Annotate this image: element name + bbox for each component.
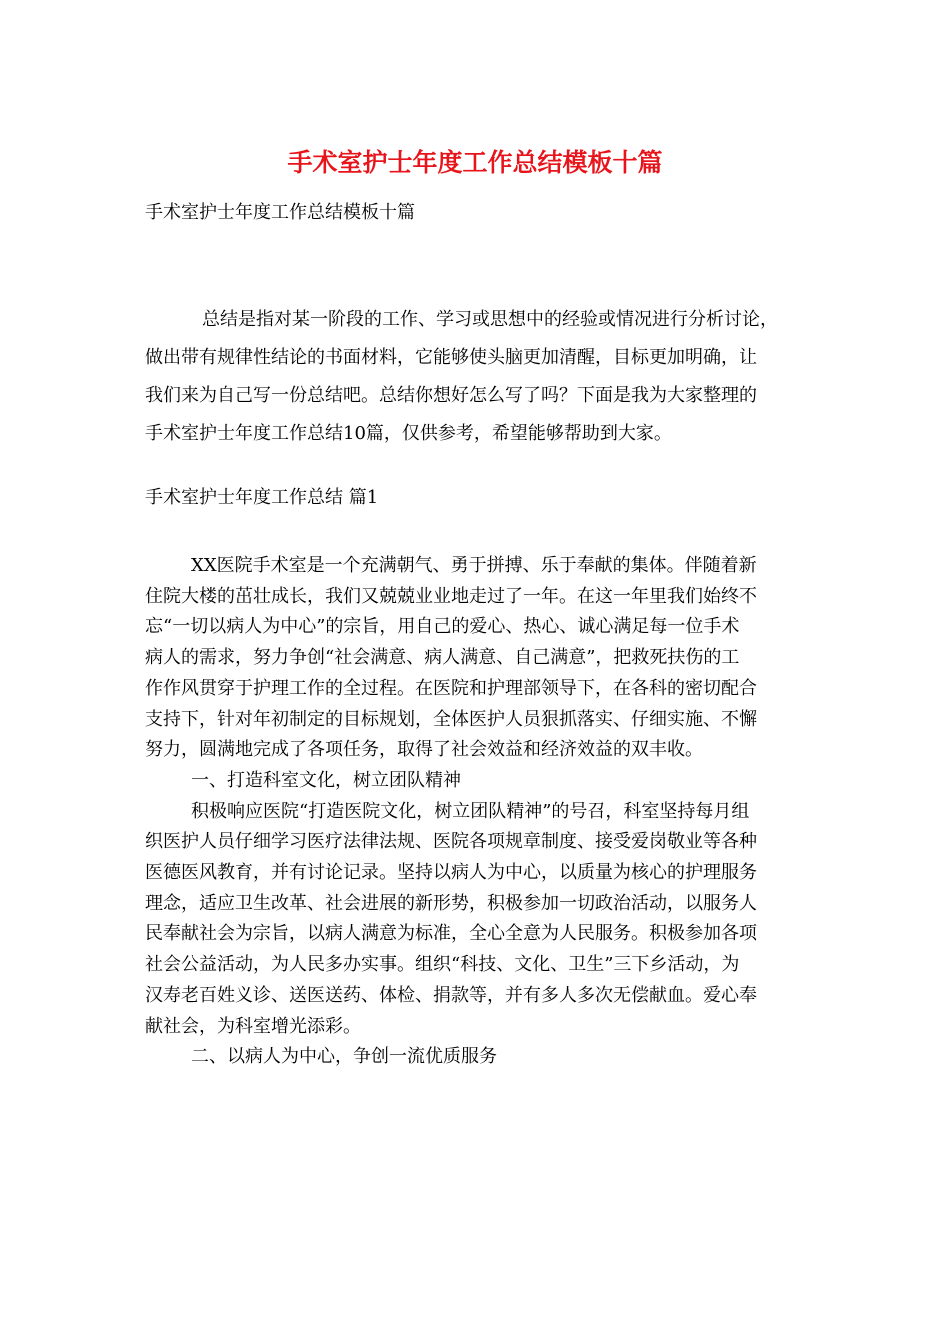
paragraph-line: 住院大楼的茁壮成长，我们又兢兢业业地走过了一年。在这一年里我们始终不 [145,585,757,607]
paragraph-line: 积极响应医院“打造医院文化，树立团队精神”的号召，科室坚持每月组 [191,800,750,822]
subheading-two: 二、以病人为中心，争创一流优质服务 [191,1046,497,1068]
paragraph-line: 理念，适应卫生改革、社会进展的新形势，积极参加一切政治活动，以服务人 [145,892,757,914]
intro-line: 总结是指对某一阶段的工作、学习或思想中的经验或情况进行分析讨论， [202,309,778,330]
section-heading: 手术室护士年度工作总结 篇1 [145,487,379,508]
paragraph-line: XX医院手术室是一个充满朝气、勇于拼搏、乐于奉献的集体。伴随着新 [191,555,757,576]
subheading-one: 一、打造科室文化，树立团队精神 [191,769,461,791]
document-title: 手术室护士年度工作总结模板十篇 [287,148,663,177]
paragraph-line: 社会公益活动，为人民多办实事。组织“科技、文化、卫生”三下乡活动，为 [145,954,740,976]
paragraph-line: 医德医风教育，并有讨论记录。坚持以病人为中心，以质量为核心的护理服务 [145,862,757,884]
intro-line: 手术室护士年度工作总结10篇，仅供参考，希望能够帮助到大家。 [145,423,672,444]
paragraph-line: 忘“一切以病人为中心”的宗旨，用自己的爱心、热心、诚心满足每一位手术 [145,616,740,638]
paragraph-line: 作作风贯穿于护理工作的全过程。在医院和护理部领导下，在各科的密切配合 [145,677,757,699]
paragraph-line: 汉寿老百姓义诊、送医送药、体检、捐款等，并有多人多次无偿献血。爱心奉 [145,984,757,1006]
paragraph-line: 民奉献社会为宗旨，以病人满意为标准，全心全意为人民服务。积极参加各项 [145,923,757,945]
intro-line: 做出带有规律性结论的书面材料，它能够使头脑更加清醒，目标更加明确，让 [145,347,757,368]
intro-paragraph [145,301,815,453]
intro-line: 我们来为自己写一份总结吧。总结你想好怎么写了吗？下面是我为大家整理的 [145,385,757,406]
section-body [145,551,815,1073]
document-subtitle: 手术室护士年度工作总结模板十篇 [145,202,415,223]
paragraph-line: 织医护人员仔细学习医疗法律法规、医院各项规章制度、接受爱岗敬业等各种 [145,831,757,853]
paragraph-line: 病人的需求，努力争创“社会满意、病人满意、自己满意”，把救死扶伤的工 [145,647,740,669]
paragraph-line: 献社会，为科室增光添彩。 [145,1015,361,1037]
paragraph-line: 努力，圆满地完成了各项任务，取得了社会效益和经济效益的双丰收。 [145,739,703,761]
paragraph-line: 支持下，针对年初制定的目标规划，全体医护人员狠抓落实、仔细实施、不懈 [145,708,757,730]
